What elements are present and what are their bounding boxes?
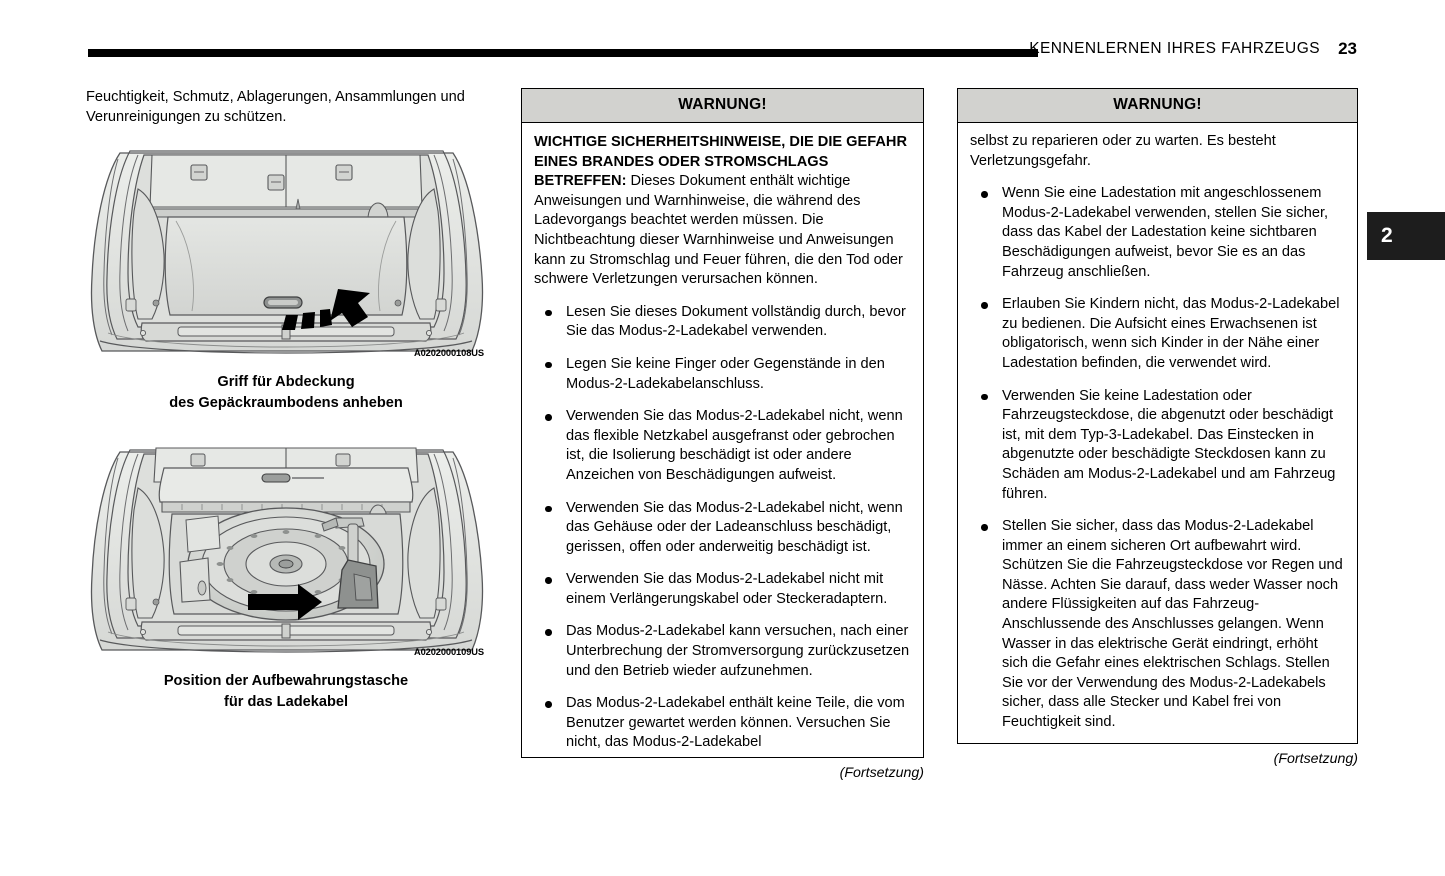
bullet-dot-icon bbox=[981, 302, 988, 309]
warning-bullet-item bbox=[534, 694, 910, 753]
warning-bullet-item bbox=[970, 517, 1344, 733]
figure-caption-line-2: für das Ladekabel bbox=[223, 694, 349, 710]
bullet-dot-icon bbox=[545, 414, 552, 421]
chapter-tab bbox=[1367, 212, 1445, 260]
warning-bullet-item bbox=[534, 355, 910, 394]
figure-caption-line-2: des Gepäckraumbodens anheben bbox=[169, 395, 403, 411]
warning-bullet-item bbox=[534, 622, 910, 681]
warning-box-right bbox=[957, 88, 1358, 744]
warning-bullet-text: Stellen Sie sicher, dass das Modus-2-Ladekabel immer an einem sicheren Ort aufbewahrt wird. Schützen Sie die Fahrzeugsteckdose vor Regen und Nässe. Achten Sie darauf, dass weder Wasser noch andere Flüssigkeiten auf das Fahrzeug-Anschlussende des Anschlusses gelangen. Wenn Wasser in das elektrische Gerät eindringt, erhöht sich die Gefahr eines elektrischen Schlags. Stellen Sie vor der Verwendung des Modus-2-Ladekabels sicher, dass alle Stecker und Kabel frei von Feuchtigkeit sind. bbox=[1002, 518, 1343, 731]
middle-column bbox=[521, 88, 924, 781]
warning-bullet-text: Verwenden Sie das Modus-2-Ladekabel nicht, wenn das flexible Netzkabel ausgefranst oder gebrochen ist, die Isolierung beschädigt ist oder andere Anzeichen von Beschädigungen aufweist. bbox=[566, 408, 903, 483]
figure-art-code: A0202000108US bbox=[413, 348, 484, 358]
warning-lead-body: Dieses Dokument enthält wichtige Anweisungen und Warnhinweise, die während des Ladevorgangs beachtet werden müssen. Die Nichtbeachtung dieser Warnhinweise und Anweisungen kann zu Stromschlag und Feuer führen, die den Tod oder schwere Verletzungen verursachen können. bbox=[534, 173, 903, 288]
bullet-dot-icon bbox=[545, 362, 552, 369]
cargo-area-spare-tire-storage-bag-illustration bbox=[86, 436, 486, 664]
warning-bullet-item bbox=[534, 303, 910, 342]
warning-bullet-text: Wenn Sie eine Ladestation mit angeschlossenem Modus-2-Ladekabel verwenden, stellen Sie sicher, dass das Kabel der Ladestation keine sichtbaren Beschädigungen aufweist, bevor Sie es an das Fahrzeug anschließen. bbox=[1002, 185, 1329, 280]
page-number: 23 bbox=[1338, 39, 1357, 58]
warning-bullet-text: Legen Sie keine Finger oder Gegenstände in den Modus-2-Ladekabelanschluss. bbox=[566, 355, 885, 392]
continued-label: (Fortsetzung) bbox=[839, 765, 924, 782]
warning-lead-paragraph bbox=[534, 133, 910, 290]
warning-bullet-text: Verwenden Sie keine Ladestation oder Fahrzeugsteckdose, die abgenutzt oder beschädigt ist, mit dem Typ-3-Ladekabel. Das Einstecken in abgenutzte oder beschädigte Steckdosen kann zu Schäden am Modus-2-Ladekabel und am Fahrzeug führen. bbox=[1002, 387, 1336, 502]
warning-bullet-item bbox=[970, 184, 1344, 282]
warning-bullet-text: Lesen Sie dieses Dokument vollständig durch, bevor Sie das Modus-2-Ladekabel verwenden. bbox=[566, 303, 906, 340]
bullet-dot-icon bbox=[981, 191, 988, 198]
warning-bullet-text: Erlauben Sie Kindern nicht, das Modus-2-Ladekabel zu bedienen. Die Aufsicht eines Erwachsenen ist obligatorisch, wenn sich Kinder in der Nähe einer Ladestation befinden, die verwendet wird. bbox=[1002, 296, 1340, 371]
figure-caption bbox=[86, 372, 486, 414]
warning-bullet-item bbox=[970, 387, 1344, 505]
bullet-dot-icon bbox=[545, 310, 552, 317]
page-header bbox=[0, 40, 1445, 68]
warning-bullet-text: Das Modus-2-Ladekabel enthält keine Teile, die vom Benutzer gewartet werden können. Versuchen Sie nicht, das Modus-2-Ladekabel bbox=[566, 695, 905, 751]
left-column bbox=[86, 88, 486, 713]
figure-caption-line-1: Griff für Abdeckung bbox=[217, 374, 355, 390]
bullet-dot-icon bbox=[545, 577, 552, 584]
warning-bullet-item bbox=[534, 499, 910, 558]
warning-bullet-text: Das Modus-2-Ladekabel kann versuchen, nach einer Unterbrechung der Stromversorgung zurückzusetzen und den Betrieb wieder aufzunehmen. bbox=[566, 623, 910, 679]
page-title: KENNENLERNEN IHRES FAHRZEUGS bbox=[1029, 40, 1320, 57]
warning-lead-paragraph: selbst zu reparieren oder zu warten. Es besteht Verletzungsgefahr. bbox=[970, 133, 1276, 169]
warning-body bbox=[958, 123, 1357, 743]
warning-body bbox=[522, 123, 923, 757]
warning-bullet-item bbox=[534, 407, 910, 485]
warning-title: WARNUNG! bbox=[522, 89, 923, 123]
warning-bullet-list bbox=[970, 184, 1344, 732]
bullet-dot-icon bbox=[981, 394, 988, 401]
right-column bbox=[957, 88, 1358, 767]
bullet-dot-icon bbox=[981, 524, 988, 531]
figure-caption-line-1: Position der Aufbewahrungstasche bbox=[163, 673, 409, 689]
chapter-tab-number: 2 bbox=[1381, 224, 1393, 247]
warning-lead-caps: WICHTIGE SICHERHEITSHINWEISE, DIE DIE GEFAHR EINES BRANDES ODER STROMSCHLAGS BETREFFEN: bbox=[534, 134, 907, 190]
cargo-area-floor-cover-handle-illustration bbox=[86, 137, 486, 365]
bullet-dot-icon bbox=[545, 506, 552, 513]
figure-art-code: A0202000109US bbox=[413, 647, 484, 657]
intro-paragraph: Feuchtigkeit, Schmutz, Ablagerungen, Ansammlungen und Verunreinigungen zu schützen. bbox=[86, 89, 465, 125]
continued-label: (Fortsetzung) bbox=[1273, 750, 1358, 767]
warning-bullet-list bbox=[534, 303, 910, 753]
header-rule bbox=[88, 49, 1038, 57]
warning-bullet-text: Verwenden Sie das Modus-2-Ladekabel nicht mit einem Verlängerungskabel oder Steckeradaptern. bbox=[566, 571, 888, 607]
bullet-dot-icon bbox=[545, 701, 552, 708]
figure-charge-cable-storage-bag-position bbox=[86, 436, 486, 713]
bullet-dot-icon bbox=[545, 629, 552, 636]
warning-bullet-item bbox=[970, 295, 1344, 373]
warning-box-middle bbox=[521, 88, 924, 758]
figure-caption bbox=[86, 671, 486, 713]
warning-bullet-item bbox=[534, 570, 910, 609]
warning-title: WARNUNG! bbox=[958, 89, 1357, 123]
figure-cargo-floor-cover-handle bbox=[86, 137, 486, 414]
warning-bullet-text: Verwenden Sie das Modus-2-Ladekabel nicht, wenn das Gehäuse oder der Ladeanschluss beschädigt, gerissen, offen oder anderweitig beschädigt ist. bbox=[566, 499, 903, 555]
